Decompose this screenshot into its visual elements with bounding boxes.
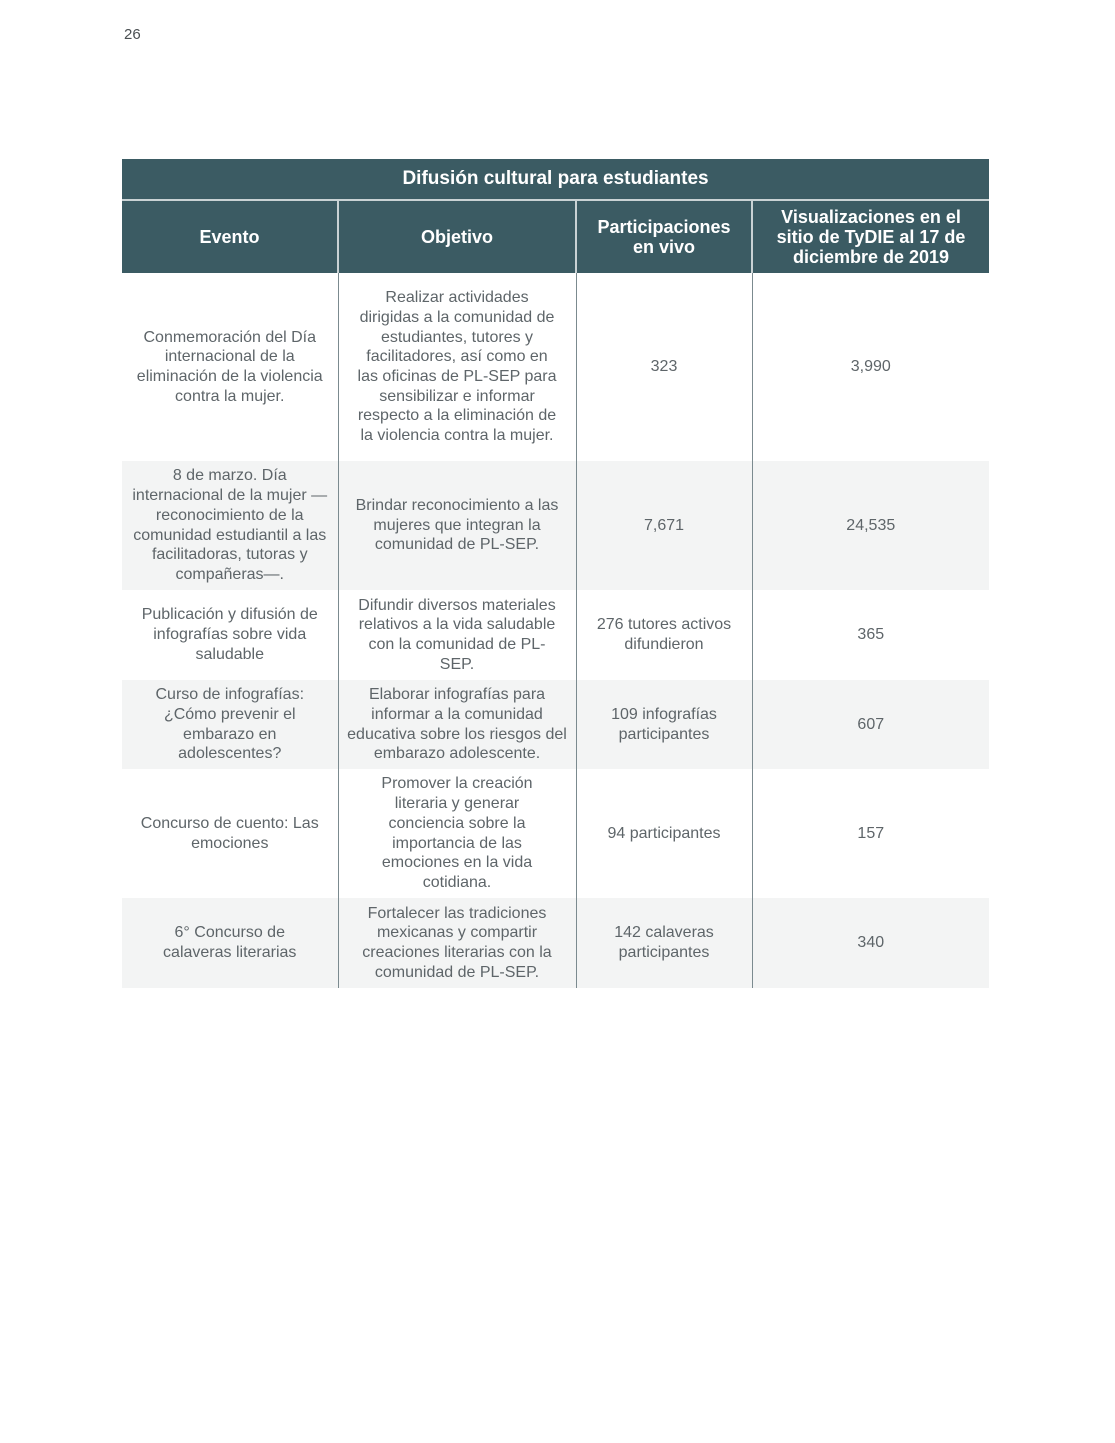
- table-row: [122, 273, 989, 461]
- cell-objetivo: [338, 769, 576, 898]
- cell-objetivo-text: Brindar reconocimiento a las mujeres que integran la comunidad de PL-SEP.: [355, 496, 559, 554]
- cell-participaciones-text: 109 infografías participantes: [611, 705, 717, 743]
- table-title: Difusión cultural para estudiantes: [122, 159, 989, 200]
- cell-objetivo-text: Fortalecer las tradiciones mexicanas y compartir creaciones literarias con la comunidad de PL-SEP.: [362, 904, 552, 981]
- column-header-participaciones: Participaciones en vivo: [576, 200, 752, 273]
- page-number: 26: [124, 26, 141, 43]
- cell-participaciones: [576, 680, 752, 769]
- table-row: [122, 461, 989, 590]
- cultural-diffusion-table: [122, 159, 989, 988]
- cell-objetivo: [338, 680, 576, 769]
- cell-evento-text: Conmemoración del Día internacional de la eliminación de la violencia contra la mujer.: [136, 328, 323, 405]
- cell-participaciones: 94 participantes: [576, 769, 752, 898]
- cell-visualizaciones: 365: [752, 590, 989, 680]
- cell-participaciones: 323: [576, 273, 752, 461]
- cell-evento: [122, 461, 338, 590]
- table-row: [122, 769, 989, 898]
- cell-evento: [122, 590, 338, 680]
- table-row: [122, 898, 989, 988]
- cell-evento: [122, 769, 338, 898]
- table-row: [122, 590, 989, 680]
- cell-participaciones-text: 276 tutores activos difundieron: [596, 616, 732, 653]
- cell-evento-text: 8 de marzo. Día internacional de la mujer —reconocimiento de la comunidad estudiantil a las facilitadoras, tutoras y compañeras—.: [132, 467, 328, 583]
- cell-evento-text: 6° Concurso de calaveras literarias: [163, 924, 297, 961]
- table-header-row: [122, 200, 989, 273]
- table-row: [122, 680, 989, 769]
- cell-evento: [122, 898, 338, 988]
- cell-participaciones: [576, 898, 752, 988]
- cell-participaciones: 7,671: [576, 461, 752, 590]
- cell-visualizaciones: 607: [752, 680, 989, 769]
- cell-evento-text: Publicación y difusión de infografías sobre vida saludable: [141, 606, 318, 663]
- cell-objetivo-text: Difundir diversos materiales relativos a la vida saludable con la comunidad de PL-SEP.: [358, 596, 556, 673]
- cell-visualizaciones: 157: [752, 769, 989, 898]
- cell-objetivo-text: Elaborar infografías para informar a la comunidad educativa sobre los riesgos del embarazo adolescente.: [347, 686, 567, 763]
- cell-evento: [122, 273, 338, 461]
- column-header-objetivo: Objetivo: [338, 200, 576, 273]
- column-header-visualizaciones: Visualizaciones en el sitio de TyDIE al 17 de diciembre de 2019: [752, 200, 989, 273]
- cell-objetivo: [338, 273, 576, 461]
- cell-evento-text: Concurso de cuento: Las emociones: [140, 814, 319, 852]
- cell-participaciones: [576, 590, 752, 680]
- column-header-evento: Evento: [122, 200, 338, 273]
- table-title-row: [122, 159, 989, 200]
- cell-visualizaciones: 340: [752, 898, 989, 988]
- cell-objetivo-text: Realizar actividades dirigidas a la comunidad de estudiantes, tutores y facilitadores, así como en las oficinas de PL-SEP para sensibilizar e informar respecto a la eliminación de la violencia contra la mujer.: [357, 289, 557, 445]
- cell-evento-text: Curso de infografías: ¿Cómo prevenir el embarazo en adolescentes?: [155, 686, 305, 763]
- cell-objetivo-text: Promover la creación literaria y generar conciencia sobre la importancia de las emociones en la vida cotidiana.: [381, 775, 533, 891]
- cell-objetivo: [338, 590, 576, 680]
- cell-visualizaciones: 24,535: [752, 461, 989, 590]
- cell-objetivo: [338, 898, 576, 988]
- cell-evento: [122, 680, 338, 769]
- cell-participaciones-text: 142 calaveras participantes: [614, 924, 714, 961]
- cell-objetivo: [338, 461, 576, 590]
- cell-visualizaciones: 3,990: [752, 273, 989, 461]
